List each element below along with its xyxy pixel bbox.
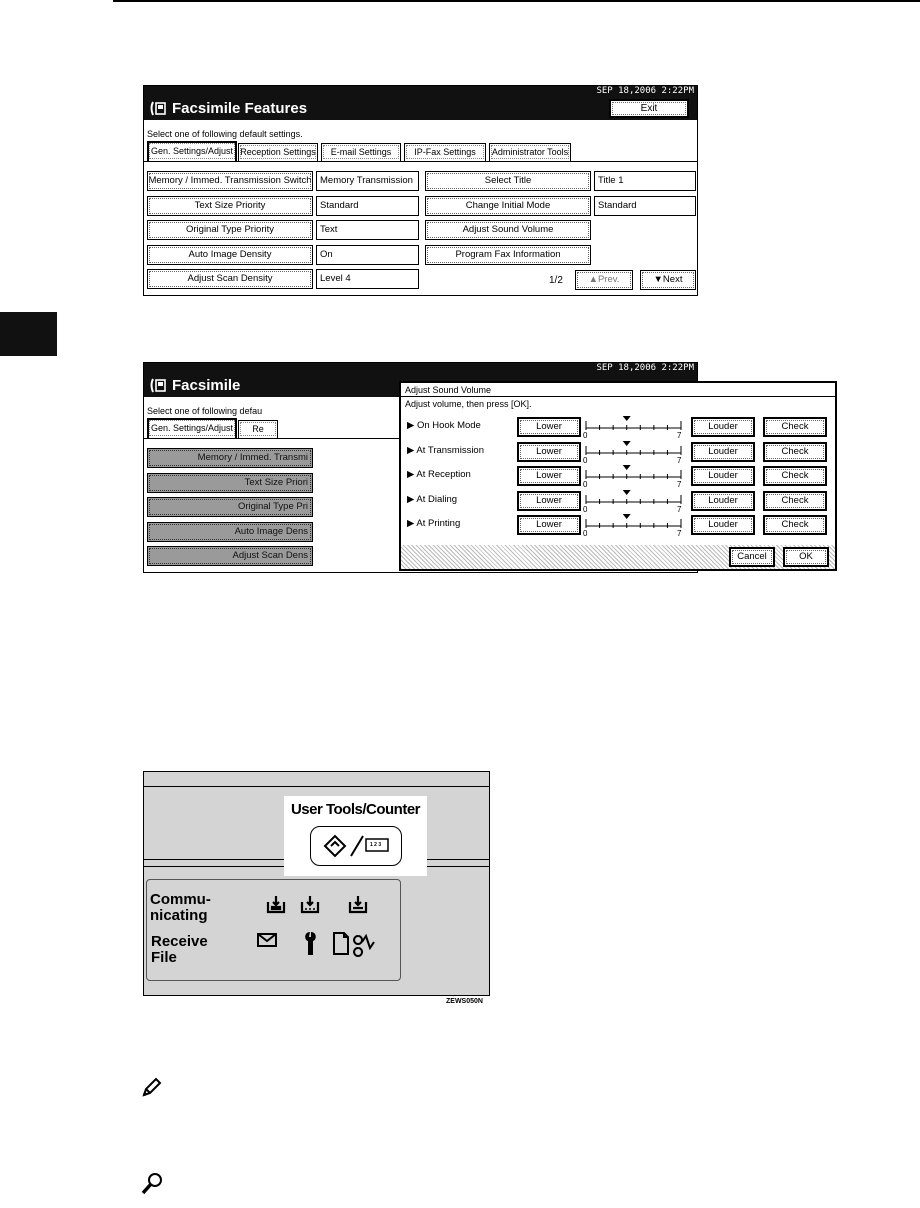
wrench-icon (305, 932, 316, 955)
scale-min-label: 0 (583, 431, 588, 440)
status-bar-datetime: SEP 18,2006 2:22PM (144, 363, 697, 374)
setting-value-4: Level 4 (316, 269, 419, 289)
instruction-text: Select one of following default settings. (147, 129, 303, 139)
louder-button[interactable]: Louder (691, 491, 755, 511)
counter-icon: 1 2 3 (370, 842, 382, 848)
volume-row-label: ▶ On Hook Mode (407, 420, 481, 431)
chapter-tab-marker (0, 312, 57, 356)
page-indicator: 1/2 (549, 275, 563, 286)
lower-button[interactable]: Lower (517, 442, 581, 462)
adjust-sound-volume-dialog (399, 381, 837, 571)
volume-row-label: ▶ At Transmission (407, 444, 484, 456)
title-bar (144, 97, 697, 120)
scale-max-label: 7 (677, 455, 682, 465)
setting-button-disabled-3: Auto Image Dens (147, 522, 313, 542)
volume-level-marker (623, 514, 631, 519)
dialog-instruction: Adjust volume, then press [OK]. (405, 399, 532, 409)
next-button[interactable]: ▼Next (640, 270, 696, 290)
volume-row-label: ▶ At Reception (407, 469, 471, 480)
tab-1[interactable]: Reception Settings (238, 143, 318, 161)
header-rule (113, 0, 920, 2)
volume-level-marker (623, 441, 631, 446)
communicating-label: Commu- nicating (150, 891, 211, 924)
scale-min-label: 0 (583, 504, 588, 514)
facsimile-features-screen (143, 85, 698, 296)
volume-row (401, 489, 835, 513)
volume-scale (581, 513, 685, 537)
lower-button[interactable]: Lower (517, 515, 581, 535)
volume-row (401, 415, 835, 439)
volume-scale (581, 464, 685, 488)
instruction-text: Select one of following defau (147, 406, 263, 416)
figure-code: ZEWS050N (446, 998, 483, 1005)
adjust-sound-volume-screen (143, 362, 813, 573)
setting-value-right-0: Title 1 (594, 171, 696, 191)
check-button[interactable]: Check (763, 515, 827, 535)
setting-value-2: Text (316, 220, 419, 240)
lower-button[interactable]: Lower (517, 417, 581, 437)
louder-button[interactable]: Louder (691, 466, 755, 486)
volume-row (401, 513, 835, 537)
setting-value-0: Memory Transmission (316, 171, 419, 191)
setting-button-3[interactable]: Auto Image Density (147, 245, 313, 265)
scale-max-label: 7 (677, 480, 682, 489)
scale-max-label: 7 (677, 504, 682, 514)
scale-max-label: 7 (677, 529, 682, 538)
tab-2[interactable]: E-mail Settings (321, 143, 401, 161)
scale-min-label: 0 (583, 529, 588, 538)
check-button[interactable]: Check (763, 491, 827, 511)
scale-min-label: 0 (583, 455, 588, 465)
tab-0[interactable]: Gen. Settings/Adjust (147, 141, 237, 161)
check-button[interactable]: Check (763, 466, 827, 486)
volume-row (401, 440, 835, 464)
lower-button[interactable]: Lower (517, 466, 581, 486)
louder-button[interactable]: Louder (691, 417, 755, 437)
setting-button-disabled-1: Text Size Priori (147, 473, 313, 493)
user-tools-counter-key[interactable] (310, 826, 402, 866)
page-title: Facsimile Features (172, 100, 308, 117)
check-button[interactable]: Check (763, 417, 827, 437)
setting-button-right-0[interactable]: Select Title (425, 171, 591, 191)
tray-icons (264, 892, 374, 962)
setting-button-right-1[interactable]: Change Initial Mode (425, 196, 591, 216)
setting-button-disabled-4: Adjust Scan Dens (147, 546, 313, 566)
louder-button[interactable]: Louder (691, 515, 755, 535)
lower-button[interactable]: Lower (517, 491, 581, 511)
setting-value-3: On (316, 245, 419, 265)
setting-value-right-1: Standard (594, 196, 696, 216)
tab-3[interactable]: IP-Fax Settings (404, 143, 486, 161)
user-tools-key-icon (321, 833, 393, 859)
volume-scale (581, 440, 685, 464)
volume-level-marker (623, 490, 631, 495)
setting-button-4[interactable]: Adjust Scan Density (147, 269, 313, 289)
setting-button-disabled-0: Memory / Immed. Transmi (147, 448, 313, 468)
tab-0[interactable]: Gen. Settings/Adjust (147, 418, 237, 438)
prev-button[interactable]: ▲Prev. (575, 270, 633, 290)
control-panel-illustration (143, 771, 490, 996)
tab-4[interactable]: Administrator Tools (489, 143, 571, 161)
note-icon (140, 1077, 162, 1099)
volume-scale (581, 415, 685, 439)
volume-row-label: ▶ At Printing (407, 518, 461, 529)
facsimile-icon (150, 101, 166, 116)
volume-scale (581, 489, 685, 513)
scale-min-label: 0 (583, 480, 588, 489)
volume-row (401, 464, 835, 488)
volume-row-label: ▶ At Dialing (407, 493, 458, 505)
user-tools-highlight (284, 796, 427, 876)
status-bar-datetime: SEP 18,2006 2:22PM (144, 86, 697, 97)
ok-button[interactable]: OK (783, 547, 829, 567)
user-tools-label: User Tools/Counter (290, 801, 421, 818)
setting-button-1[interactable]: Text Size Priority (147, 196, 313, 216)
setting-button-right-3[interactable]: Program Fax Information (425, 245, 591, 265)
volume-level-marker (623, 416, 631, 421)
panel-edge (144, 786, 489, 787)
setting-value-1: Standard (316, 196, 419, 216)
volume-level-marker (623, 465, 631, 470)
setting-button-2[interactable]: Original Type Priority (147, 220, 313, 240)
receive-file-label: Receive File (151, 933, 208, 966)
louder-button[interactable]: Louder (691, 442, 755, 462)
reference-icon (140, 1172, 164, 1196)
setting-button-disabled-2: Original Type Pri (147, 497, 313, 517)
exit-button[interactable]: Exit (609, 99, 689, 118)
setting-button-right-2[interactable]: Adjust Sound Volume (425, 220, 591, 240)
page-title: Facsimile (172, 377, 241, 394)
scale-max-label: 7 (677, 431, 682, 440)
dialog-title: Adjust Sound Volume (401, 383, 835, 397)
check-button[interactable]: Check (763, 442, 827, 462)
setting-button-0[interactable]: Memory / Immed. Transmission Switch (147, 171, 313, 191)
tab-underline (144, 161, 697, 162)
tab-1[interactable]: Re (238, 420, 278, 438)
facsimile-icon (150, 378, 166, 393)
cancel-button[interactable]: Cancel (729, 547, 775, 567)
